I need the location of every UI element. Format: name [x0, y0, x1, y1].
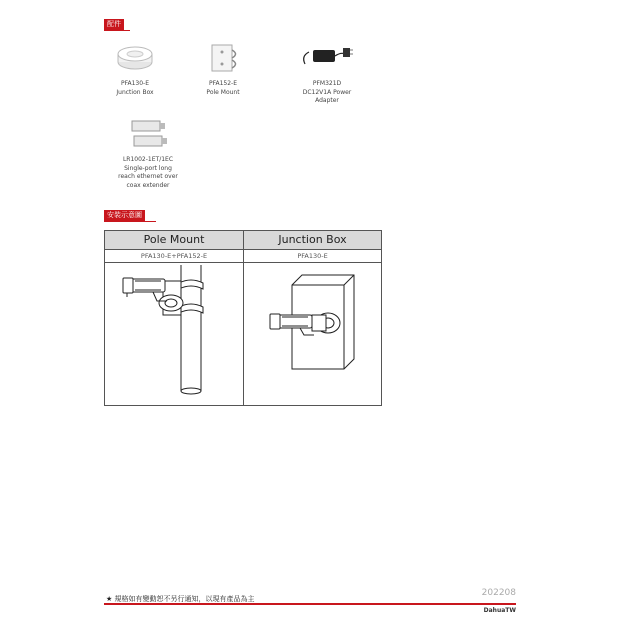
installation-table — [104, 230, 382, 406]
column-header-junction-box: Junction Box — [244, 231, 381, 249]
junction-box-icon — [115, 42, 155, 76]
accessory-desc: Single-port long reach ethernet over coax extender — [118, 164, 178, 189]
footer-divider — [104, 603, 516, 605]
section-title-accessories: 配件 — [104, 19, 124, 30]
accessory-model: PFA130-E — [120, 80, 150, 87]
accessory-item-junction-box — [105, 42, 165, 97]
section-underline — [104, 221, 156, 222]
footer-note: ★ 規格如有變動恕不另行通知，以現有產品為主 — [106, 595, 255, 603]
accessory-model: LR1002-1ET/1EC — [122, 156, 174, 163]
accessory-item-extender — [110, 118, 186, 190]
accessory-desc: Junction Box — [116, 88, 154, 96]
pole-mount-illustration — [105, 263, 243, 405]
column-header-pole-mount: Pole Mount — [105, 231, 243, 249]
pole-mount-icon — [203, 42, 243, 76]
accessory-item-power-adapter — [286, 42, 368, 106]
column-subtitle-pole-mount: PFA130-E+PFA152-E — [140, 252, 208, 260]
column-subtitle-junction-box: PFA130-E — [297, 252, 328, 260]
footer-date: 202208 — [481, 588, 516, 598]
accessory-desc: Pole Mount — [206, 88, 240, 96]
extender-icon — [126, 118, 170, 152]
section-underline — [104, 30, 130, 31]
power-adapter-icon — [299, 42, 355, 76]
accessory-item-pole-mount — [193, 42, 253, 97]
accessory-model: PFM321D — [312, 80, 342, 87]
junction-box-illustration — [244, 263, 381, 405]
accessory-desc: DC12V1A Power Adapter — [302, 88, 352, 104]
accessory-model: PFA152-E — [208, 80, 238, 87]
section-title-installation: 安裝示意圖 — [104, 210, 145, 221]
footer-brand: DahuaTW — [483, 607, 516, 614]
